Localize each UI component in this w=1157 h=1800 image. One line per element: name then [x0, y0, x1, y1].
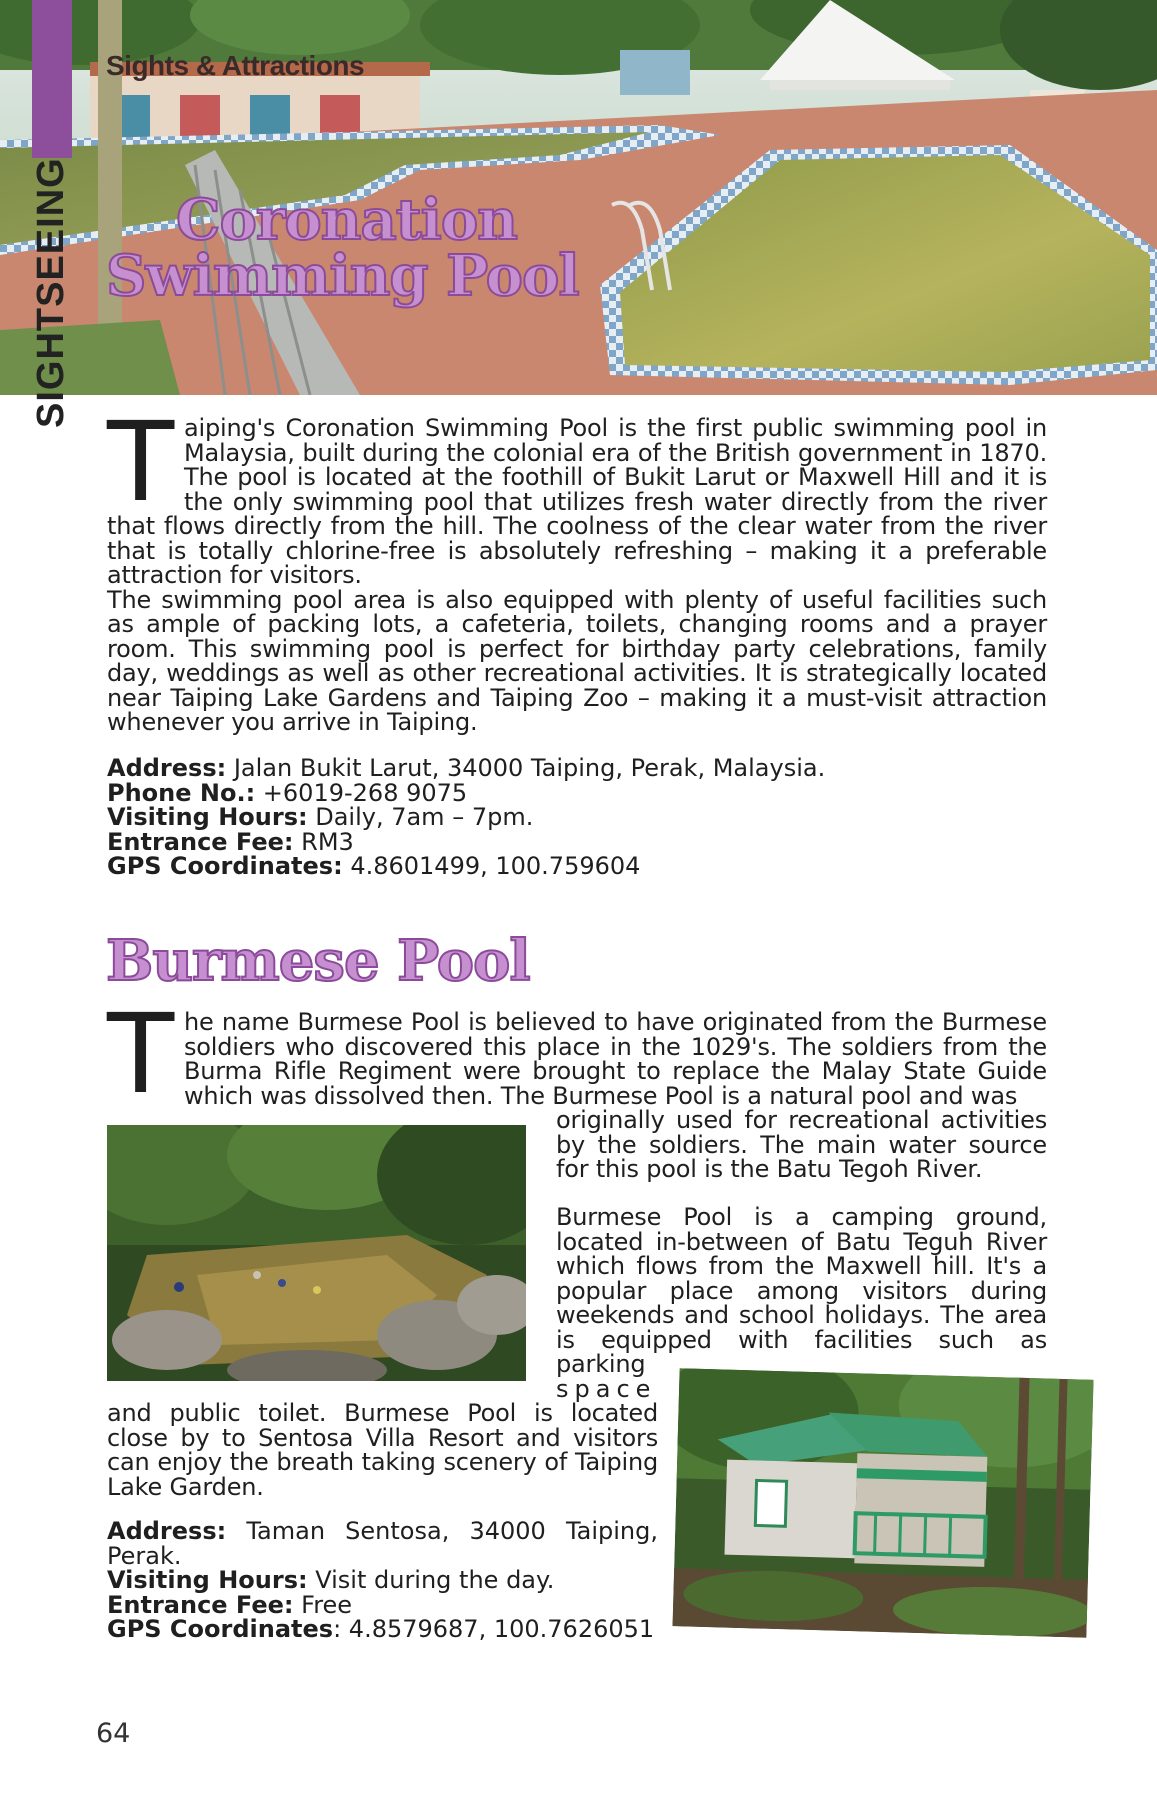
coronation-title: [106, 187, 666, 309]
side-tab-sightseeing: SIGHTSEEING: [30, 157, 72, 428]
coronation-intro: aiping's Coronation Swimming Pool is the first public swimming pool in Malaysia, built during the colonial era of the British government in 1870. The pool is located at the foothill of Bukit Larut or Maxwell Hill and it is the only swimming pool that utilizes fresh water directly from the river that flows directly from the hill. The coolness of the clear water from the river that is totally chlorine-free is absolutely refreshing – making it a preferable attraction for visitors.: [107, 414, 1047, 589]
coronation-para2: The swimming pool area is also equipped with plenty of useful facilities such as ample of packing lots, a cafeteria, toilets, changing rooms and a prayer room. This swimming pool is perfect for birthday party celebrations, family day, weddings as well as other recreational activities. It is strategically located near Taiping Lake Gardens and Taiping Zoo – making it a must-visit attraction whenever you arrive in Taiping.: [107, 585, 1047, 736]
burmese-intro-right-text: originally used for recreational activities by the soldiers. The main water source for this pool is the Batu Tegoh River.: [556, 1106, 1047, 1183]
coronation-hours-row: Visiting Hours: Daily, 7am – 7pm.: [107, 803, 534, 831]
coronation-title-line2: Swimming Pool: [106, 243, 579, 309]
coronation-title-line1: Coronation: [176, 187, 517, 253]
burmese-intro-right: [556, 1108, 1047, 1182]
burmese-info: [107, 1519, 658, 1642]
burmese-para2-left-text: and public toilet. Burmese Pool is located close by to Sentosa Villa Resort and visitors can enjoy the breath taking scenery of Taiping Lake Garden.: [107, 1399, 658, 1501]
page-number: 64: [96, 1718, 131, 1749]
burmese-fee-row: Entrance Fee: Free: [107, 1590, 353, 1619]
burmese-para2-right-text: Burmese Pool is a camping ground, located in-between of Batu Teguh River which flows from the Maxwell hill. It's a popular place among visitors during weekends and school holidays. The area is equipped with facilities such as parking: [556, 1203, 1047, 1378]
burmese-para2-space: space: [556, 1375, 657, 1403]
coronation-gps-row: GPS Coordinates: 4.8601499, 100.759604: [107, 852, 641, 880]
coronation-address-row: Address: Jalan Bukit Larut, 34000 Taiping, Perak, Malaysia.: [107, 754, 826, 782]
coronation-info: [107, 756, 825, 879]
burmese-hours-row: Visiting Hours: Visit during the day.: [107, 1566, 555, 1594]
burmese-intro-top: [107, 990, 1047, 1118]
burmese-para2-left: [107, 1401, 658, 1499]
coronation-fee-row: Entrance Fee: RM3: [107, 827, 354, 856]
burmese-title: Burmese Pool: [106, 928, 530, 994]
burmese-address-row: Address: Taman Sentosa, 34000 Taiping, Perak.: [107, 1517, 658, 1570]
burmese-gps-row: GPS Coordinates: 4.8579687, 100.7626051: [107, 1615, 655, 1643]
burmese-dropcap: T: [107, 990, 174, 1118]
burmese-para2-right: [556, 1205, 1047, 1377]
section-label: Sights & Attractions: [106, 50, 365, 81]
burmese-chalet-photo: [672, 1368, 1093, 1637]
burmese-intro: he name Burmese Pool is believed to have originated from the Burmese soldiers who discovered this place in the 1029's. The soldiers from the Burma Rifle Regiment were brought to replace the Malay State Guide which was dissolved then. The Burmese Pool is a natural pool and was: [184, 1008, 1047, 1110]
coronation-phone-row: Phone No.: +6019-268 9075: [107, 778, 468, 807]
burmese-river-photo: [107, 1125, 526, 1381]
coronation-dropcap: T: [107, 398, 174, 526]
accent-bar: [32, 0, 72, 158]
coronation-body: [107, 398, 1047, 736]
